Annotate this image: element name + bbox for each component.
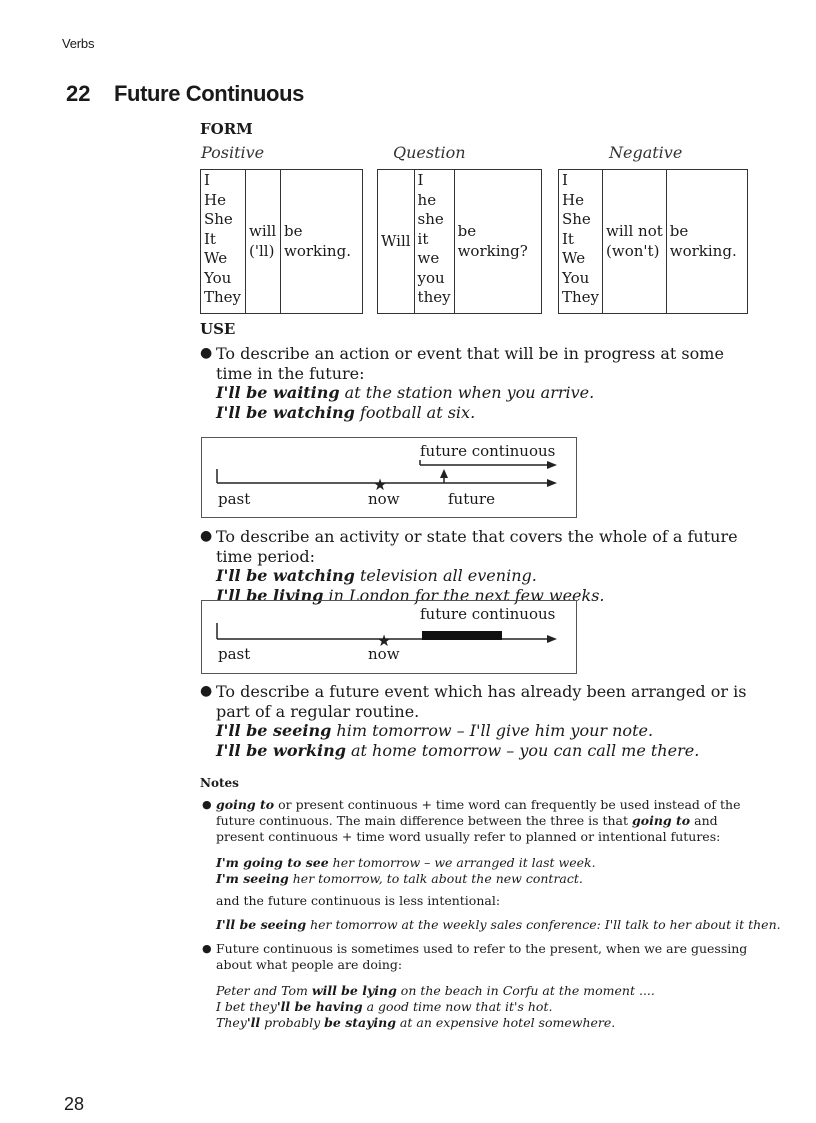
timeline-diagram-2 xyxy=(201,600,577,674)
bullet-icon: ● xyxy=(200,528,213,544)
bullet-icon: ● xyxy=(200,683,213,699)
timeline-label: future continuous xyxy=(420,605,556,623)
note-example: I'll be seeing her tomorrow at the weekly sales conference: I'll talk to her about it then. xyxy=(216,917,781,932)
timeline-now-label: now xyxy=(368,645,400,663)
negative-verb: be working. xyxy=(666,170,747,314)
timeline-now-label: now xyxy=(368,490,400,508)
unit-number: 22 xyxy=(66,81,91,106)
bullet-icon: ● xyxy=(202,798,212,811)
example-line: I'll be watching television all evening. xyxy=(216,566,537,585)
question-auxiliary: Will xyxy=(378,170,415,314)
timeline-past-label: past xyxy=(218,490,251,508)
use-item-text: To describe an action or event that will be in progress at some time in the future: xyxy=(216,344,724,383)
note-text: Future continuous is sometimes used to refer to the present, when we are guessing about what people are doing: xyxy=(216,941,748,972)
page-number: 28 xyxy=(64,1094,85,1114)
question-pronouns: I he she it we you they xyxy=(414,170,454,314)
question-table xyxy=(377,169,542,314)
timeline-label: future continuous xyxy=(420,442,556,460)
positive-table xyxy=(200,169,363,314)
example-line: I'll be seeing him tomorrow – I'll give him your note. xyxy=(216,721,654,740)
example-line: I'll be living in London for the next few weeks. xyxy=(216,585,605,605)
note-example: I'm going to see her tomorrow – we arranged it last week. xyxy=(216,855,596,870)
negative-auxiliary: will not (won't) xyxy=(603,170,667,314)
negative-table xyxy=(558,169,748,314)
note-item-1 xyxy=(202,797,766,845)
bullet-icon: ● xyxy=(200,345,213,361)
use-heading: USE xyxy=(200,320,236,338)
use-item-text: To describe an activity or state that covers the whole of a future time period: xyxy=(216,527,738,566)
note-example: They'll probably be staying at an expensive hotel somewhere. xyxy=(216,1015,616,1030)
example-line: I'll be watching football at six. xyxy=(216,402,476,422)
note-text: and the future continuous is less intentional: xyxy=(216,893,501,908)
unit-title: Future Continuous xyxy=(114,81,304,106)
timeline-diagram-1 xyxy=(201,437,577,518)
use-item-2 xyxy=(200,527,776,605)
svg-text:★: ★ xyxy=(372,475,388,494)
bullet-icon: ● xyxy=(202,942,212,955)
running-head: Verbs xyxy=(62,36,95,51)
use-item-1 xyxy=(200,344,756,422)
svg-text:★: ★ xyxy=(376,631,392,650)
note-example: I bet they'll be having a good time now that it's hot. xyxy=(216,999,553,1014)
positive-pronouns: I He She It We You They xyxy=(201,170,246,314)
positive-auxiliary: will ('ll) xyxy=(246,170,281,314)
negative-heading: Negative xyxy=(609,143,683,162)
question-verb: be working? xyxy=(454,170,541,314)
note-item-2 xyxy=(202,941,766,973)
form-heading: FORM xyxy=(200,120,253,138)
question-heading: Question xyxy=(393,143,466,162)
notes-heading: Notes xyxy=(200,776,239,790)
positive-heading: Positive xyxy=(201,143,265,162)
use-item-3 xyxy=(200,682,756,760)
note-example: Peter and Tom will be lying on the beach in Corfu at the moment .... xyxy=(216,983,655,998)
timeline-past-label: past xyxy=(218,645,251,663)
note-example: I'm seeing her tomorrow, to talk about the new contract. xyxy=(216,871,583,886)
timeline-future-label: future xyxy=(448,490,495,508)
negative-pronouns: I He She It We You They xyxy=(559,170,603,314)
example-line: I'll be working at home tomorrow – you can call me there. xyxy=(216,740,700,760)
positive-verb: be working. xyxy=(281,170,363,314)
note-text: going to or present continuous + time word can frequently be used instead of the future continuous. The main difference between the three is that going to and present continuous + time word usually refer to planned or intentional futures: xyxy=(216,797,741,844)
example-line: I'll be waiting at the station when you arrive. xyxy=(216,383,595,402)
use-item-text: To describe a future event which has already been arranged or is part of a regular routine. xyxy=(216,682,747,721)
